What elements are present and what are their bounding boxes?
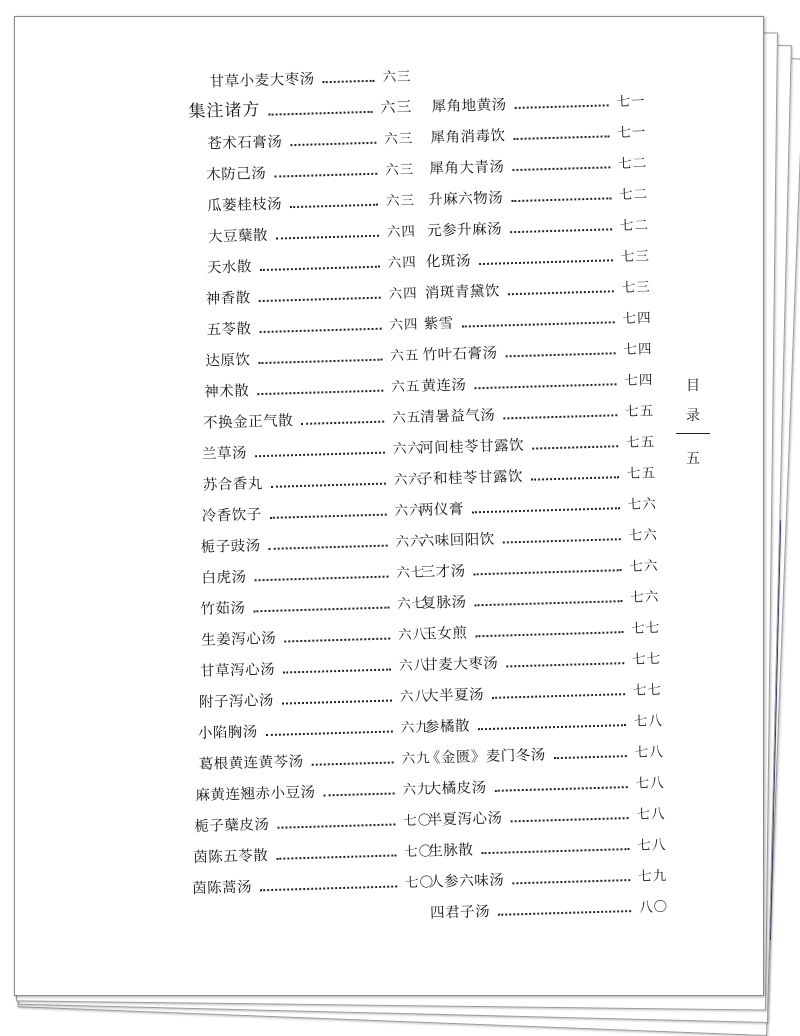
toc-entry-title: 神香散 bbox=[205, 289, 251, 308]
toc-leader-dots bbox=[269, 111, 373, 116]
toc-entry-page: 六四 bbox=[389, 316, 419, 333]
toc-entry-title: 半夏泻心汤 bbox=[427, 810, 503, 829]
toc-entry-title: 子和桂苓甘露饮 bbox=[417, 468, 524, 488]
toc-leader-dots bbox=[514, 135, 610, 140]
toc-leader-dots bbox=[515, 104, 609, 109]
document-page bbox=[14, 16, 764, 996]
toc-leader-dots bbox=[532, 445, 618, 449]
toc-leader-dots bbox=[283, 669, 391, 674]
toc-entry-title: 白虎汤 bbox=[201, 569, 247, 587]
toc-entry-page: 六六 bbox=[392, 440, 423, 457]
toc-entry-page: 七七 bbox=[631, 650, 662, 668]
toc-leader-dots bbox=[260, 885, 397, 891]
toc-entry-page: 七八 bbox=[635, 774, 665, 792]
toc-entry-title: 升麻六物汤 bbox=[428, 189, 504, 208]
toc-entry-page: 六六 bbox=[394, 502, 424, 519]
toc-entry-title: 冷香饮子 bbox=[201, 506, 262, 525]
toc-leader-dots bbox=[276, 235, 379, 240]
page-number: 五 bbox=[686, 451, 700, 467]
toc-entry-page: 七〇 bbox=[403, 811, 433, 829]
toc-entry-title: 兰草汤 bbox=[201, 444, 248, 463]
toc-entry-title: 苍术石膏汤 bbox=[207, 133, 283, 152]
toc-entry-page: 六四 bbox=[388, 285, 418, 302]
toc-leader-dots bbox=[284, 638, 390, 643]
toc-leader-dots bbox=[324, 792, 395, 796]
toc-entry-page: 六三 bbox=[384, 161, 415, 179]
toc-entry-title: 栀子豉汤 bbox=[200, 537, 261, 556]
toc-entry-page: 七八 bbox=[634, 743, 664, 761]
toc-entry-page: 七五 bbox=[626, 464, 657, 482]
toc-entry-title: 大豆蘖散 bbox=[207, 227, 269, 245]
toc-entry-title: 茵陈五苓散 bbox=[193, 847, 269, 866]
toc-entry-page: 六四 bbox=[387, 254, 417, 271]
toc-entry-title: 茵陈蒿汤 bbox=[191, 879, 253, 897]
toc-entry-title: 玉女煎 bbox=[422, 625, 468, 643]
toc-entry-page: 七三 bbox=[620, 247, 651, 265]
toc-entry-title: 生脉散 bbox=[428, 841, 474, 860]
toc-entry-page: 六七 bbox=[397, 595, 427, 612]
toc-entry-title: 大半夏汤 bbox=[423, 686, 485, 705]
toc-entry-title: 消斑青黛饮 bbox=[424, 282, 501, 302]
toc-entry-title: 麻黄连翘赤小豆汤 bbox=[195, 784, 316, 804]
toc-leader-dots bbox=[301, 421, 384, 425]
margin-divider bbox=[676, 433, 710, 434]
toc-entry-title: 复脉汤 bbox=[421, 594, 467, 612]
toc-entry-page: 七四 bbox=[622, 309, 652, 327]
toc-entry-title: 四君子汤 bbox=[429, 903, 491, 922]
toc-entry-title: 达原饮 bbox=[205, 351, 251, 370]
toc-entry-page: 六三 bbox=[385, 192, 416, 209]
toc-leader-dots bbox=[498, 910, 631, 916]
toc-entry-page: 六九 bbox=[401, 749, 431, 767]
toc-entry-title: 河间桂苓甘露饮 bbox=[418, 437, 525, 457]
toc-entry-title: 生姜泻心汤 bbox=[200, 630, 277, 649]
toc-left-column bbox=[151, 53, 434, 897]
toc-entry-title: 五苓散 bbox=[206, 320, 252, 339]
toc-leader-dots bbox=[290, 142, 376, 146]
toc-entry-page: 六五 bbox=[391, 409, 422, 426]
toc-entry-page: 七八 bbox=[637, 836, 667, 854]
toc-leader-dots bbox=[290, 204, 378, 208]
toc-entry-title: 集注诸方 bbox=[188, 99, 261, 122]
toc-entry-title: 清暑益气汤 bbox=[420, 407, 496, 426]
toc-leader-dots bbox=[312, 761, 394, 765]
toc-entry-page: 七七 bbox=[632, 681, 663, 699]
toc-entry-page: 六六 bbox=[393, 471, 424, 488]
toc-entry-title: 紫雪 bbox=[423, 315, 454, 333]
margin-header-char: 录 bbox=[686, 408, 700, 424]
toc-entry-page: 八〇 bbox=[638, 898, 669, 916]
toc-entry-title: 小陷胸汤 bbox=[197, 723, 259, 742]
toc-entry-page: 七一 bbox=[617, 123, 647, 141]
toc-entry-title: 犀角大青汤 bbox=[429, 158, 505, 177]
toc-entry-page: 七〇 bbox=[404, 873, 435, 891]
toc-leader-dots bbox=[282, 700, 392, 705]
toc-leader-dots bbox=[271, 483, 386, 488]
toc-entry-page: 七四 bbox=[623, 340, 653, 358]
toc-entry-title: 两仪膏 bbox=[418, 501, 465, 519]
toc-entry-title: 竹茹汤 bbox=[200, 600, 246, 618]
toc-entry-title: 葛根黄连黄芩汤 bbox=[198, 753, 304, 773]
toc-entry-page: 六五 bbox=[390, 347, 420, 364]
toc-entry-page: 六三 bbox=[382, 68, 412, 86]
toc-entry-title: 甘草小麦大枣汤 bbox=[209, 70, 315, 90]
toc-entry-title: 犀角消毒饮 bbox=[430, 127, 506, 146]
toc-entry-page: 七〇 bbox=[403, 842, 434, 860]
margin-header bbox=[679, 371, 707, 474]
toc-entry-title: 黄连汤 bbox=[421, 376, 467, 395]
toc-entry-page: 七五 bbox=[625, 433, 656, 451]
toc-entry-title: 竹叶石膏汤 bbox=[422, 345, 498, 364]
toc-entry-title: 三才汤 bbox=[420, 563, 466, 581]
toc-entry-page: 六三 bbox=[384, 130, 414, 148]
toc-entry-page: 六八 bbox=[399, 687, 430, 705]
toc-entry-page: 七一 bbox=[616, 92, 646, 110]
toc-entry-page: 六八 bbox=[397, 626, 428, 643]
toc-entry-page: 六四 bbox=[386, 223, 417, 240]
toc-entry-title: 元参升麻汤 bbox=[426, 220, 503, 239]
margin-header-char: 目 bbox=[686, 378, 700, 394]
toc-leader-dots bbox=[511, 197, 611, 202]
toc-leader-dots bbox=[506, 352, 616, 357]
toc-entry-page: 七二 bbox=[618, 185, 649, 203]
toc-entry-title: 化斑汤 bbox=[425, 252, 472, 271]
toc-entry-page: 七三 bbox=[621, 278, 651, 296]
toc-entry-title: 《金匮》麦门冬汤 bbox=[425, 746, 547, 767]
toc-leader-dots bbox=[503, 414, 617, 419]
toc-entry-page: 七五 bbox=[625, 402, 655, 420]
toc-entry-title: 栀子蘖皮汤 bbox=[194, 816, 270, 835]
toc-entry-page: 六七 bbox=[396, 564, 426, 581]
toc-entry-page: 七七 bbox=[631, 619, 661, 637]
toc-entry-title: 附子泻心汤 bbox=[198, 692, 275, 711]
toc-entry-title: 甘麦大枣汤 bbox=[423, 655, 499, 674]
toc-entry-page: 七六 bbox=[628, 526, 658, 544]
toc-entry-page: 六六 bbox=[395, 533, 425, 550]
toc-entry-title: 六味回阳饮 bbox=[419, 531, 495, 550]
toc-entry-page: 七六 bbox=[627, 495, 658, 513]
toc-entry-page: 六九 bbox=[402, 780, 432, 798]
toc-entry-page: 七六 bbox=[629, 557, 659, 575]
toc-entry-title: 参橘散 bbox=[424, 717, 471, 736]
toc-entry-page: 六五 bbox=[390, 378, 421, 395]
toc-leader-dots bbox=[512, 166, 610, 171]
toc-leader-dots bbox=[323, 80, 375, 83]
toc-entry-page: 七二 bbox=[618, 154, 648, 172]
toc-entry-page: 六三 bbox=[380, 97, 413, 117]
toc-entry-title: 甘草泻心汤 bbox=[199, 661, 276, 680]
toc-entry-title: 神术散 bbox=[204, 382, 250, 401]
toc-entry-title: 瓜蒌桂枝汤 bbox=[206, 195, 283, 214]
toc-entry-page: 六九 bbox=[400, 718, 430, 736]
toc-leader-dots bbox=[510, 228, 612, 233]
toc-entry-page: 七四 bbox=[624, 371, 654, 389]
toc-entry-page: 七八 bbox=[633, 712, 664, 730]
toc-entry-title: 不换金正气散 bbox=[202, 412, 294, 432]
toc-leader-dots bbox=[274, 173, 377, 178]
toc-entry-title: 木防己汤 bbox=[206, 165, 267, 183]
toc-entry-page: 七八 bbox=[636, 805, 666, 823]
toc-entry-page: 七六 bbox=[630, 588, 660, 606]
toc-leader-dots bbox=[508, 290, 614, 295]
toc-entry-title: 天水散 bbox=[206, 258, 253, 277]
toc-entry-page: 六八 bbox=[398, 657, 429, 674]
toc-leader-dots bbox=[531, 476, 619, 480]
toc-entry-page: 七九 bbox=[637, 867, 668, 885]
toc-entry-page: 七二 bbox=[619, 216, 650, 234]
toc-entry-title: 犀角地黄汤 bbox=[431, 96, 507, 115]
toc-entry-title: 大橘皮汤 bbox=[426, 779, 487, 798]
toc-entry-title: 人参六味汤 bbox=[429, 872, 505, 891]
toc-entry-title: 苏合香丸 bbox=[202, 475, 264, 494]
toc-leader-dots bbox=[554, 755, 627, 759]
